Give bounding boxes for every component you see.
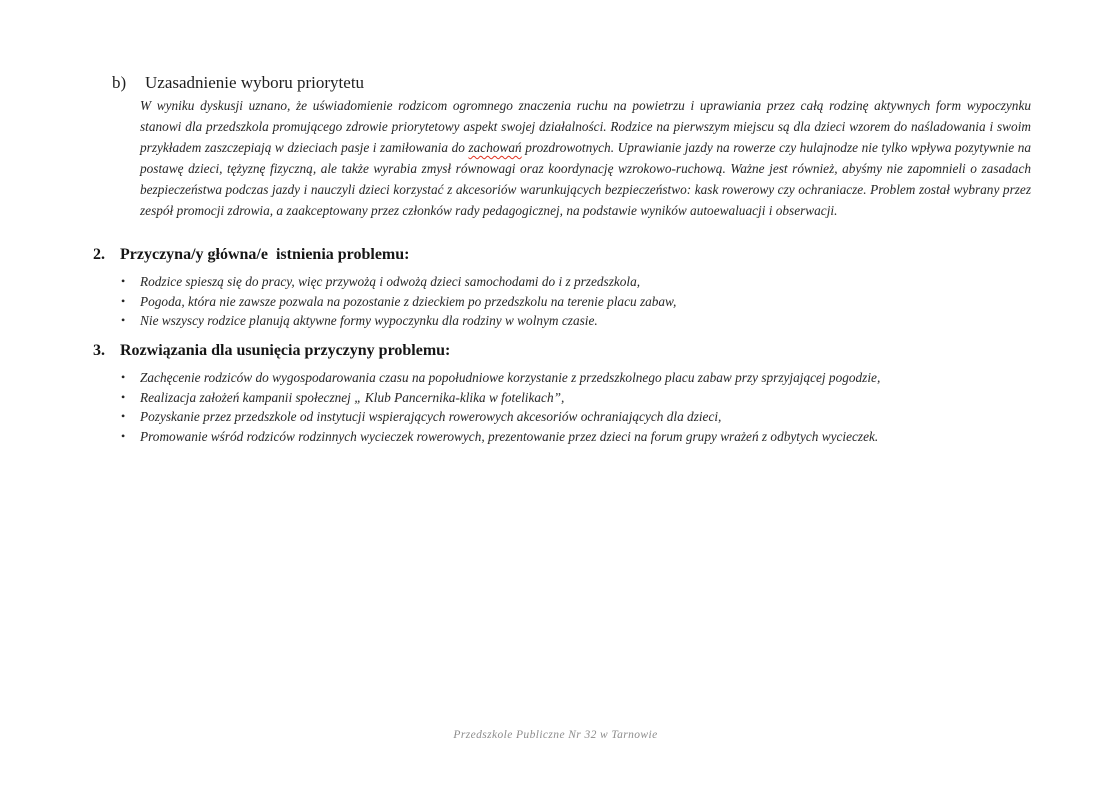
bullet-icon: • <box>121 313 126 328</box>
solutions-list <box>93 368 880 447</box>
list-item <box>93 368 880 388</box>
solutions-heading-title: Rozwiązania dla usunięcia przyczyny problemu: <box>120 342 451 359</box>
list-item-text: Realizacja założeń kampanii społecznej „ Klub Pancernika-klika w fotelikach”, <box>140 389 565 405</box>
paragraph-text-part2: prozdrowotnych. Uprawianie jazdy na rowerze czy hulajnodze nie tylko wpływa pozytywnie na postawę dzieci, tężyznę fizyczną, ale także wyrabia zmysł równowagi oraz koordynację wzrokowo-ruchową. Ważne jest również, abyśmy nie zapomnieli o zasadach bezpieczeństwa podczas jazdy i nauczyli dzieci korzystać z akcesoriów warunkujących bezpieczeństwo: kask rowerowy czy ochraniacze. Problem został wybrany przez zespół promocji zdrowia, a zaakceptowany przez członków rady pedagogicznej, na podstawie wyników autoewaluacji i obserwacji. <box>140 139 1031 218</box>
bullet-icon: • <box>121 293 126 308</box>
list-item-text: Zachęcenie rodziców do wygospodarowania czasu na popołudniowe korzystanie z przedszkolnego placu zabaw przy sprzyjającej pogodzie, <box>140 370 881 385</box>
causes-heading-number: 2. <box>93 246 105 263</box>
list-item-text: Pozyskanie przez przedszkole od instytucji wspierających rowerowych akcesoriów ochraniających dla dzieci, <box>140 409 722 425</box>
list-item <box>93 292 676 312</box>
causes-list <box>93 272 676 331</box>
list-item-text: Nie wszyscy rodzice planują aktywne formy wypoczynku dla rodziny w wolnym czasie. <box>140 313 598 329</box>
list-item <box>93 311 676 331</box>
heading-b-title: Uzasadnienie wyboru priorytetu <box>145 73 365 92</box>
section-solutions <box>93 340 880 447</box>
page-footer-school-name: Przedszkole Publiczne Nr 32 w Tarnowie <box>453 729 658 741</box>
misspelled-word-spellcheck: zachowań <box>468 139 522 155</box>
solutions-heading <box>93 340 880 361</box>
list-item-text: Promowanie wśród rodziców rodzinnych wycieczek rowerowych, prezentowanie przez dzieci na forum grupy wrażeń z odbytych wycieczek. <box>140 429 879 445</box>
bullet-icon: • <box>121 274 126 288</box>
list-item <box>93 388 880 408</box>
list-item <box>93 407 880 427</box>
priority-justification-heading <box>112 72 364 94</box>
list-item-text: Pogoda, która nie zawsze pozwala na pozostanie z dzieckiem po przedszkolu na terenie placu zabaw, <box>140 293 677 309</box>
causes-heading-title: Przyczyna/y główna/e istnienia problemu: <box>120 246 410 263</box>
justification-paragraph <box>140 96 1031 221</box>
bullet-icon: • <box>121 389 126 404</box>
bullet-icon: • <box>121 409 126 424</box>
heading-b-label: b) <box>112 73 127 92</box>
causes-heading <box>93 244 676 265</box>
section-causes <box>93 244 676 331</box>
paragraph-text-part1: W wyniku dyskusji uznano, że uświadomienie rodzicom ogromnego znaczenia ruchu na powietrzu i uprawiania przez całą rodzinę aktywnych form wypoczynku stanowi dla przedszkola promującego zdrowie priorytetowy aspekt swojej działalności. Rodzice na pierwszym miejscu są dla dzieci wzorem do naśladowania i swoim przykładem zaszczepiają w dzieciach pasje i zamiłowania do <box>140 98 1031 155</box>
list-item-text: Rodzice spieszą się do pracy, więc przywożą i odwożą dzieci samochodami do i z przedszkola, <box>140 274 641 289</box>
list-item <box>93 427 880 447</box>
bullet-icon: • <box>121 370 126 384</box>
list-item <box>93 272 676 292</box>
solutions-heading-number: 3. <box>93 342 105 359</box>
bullet-icon: • <box>121 429 126 444</box>
